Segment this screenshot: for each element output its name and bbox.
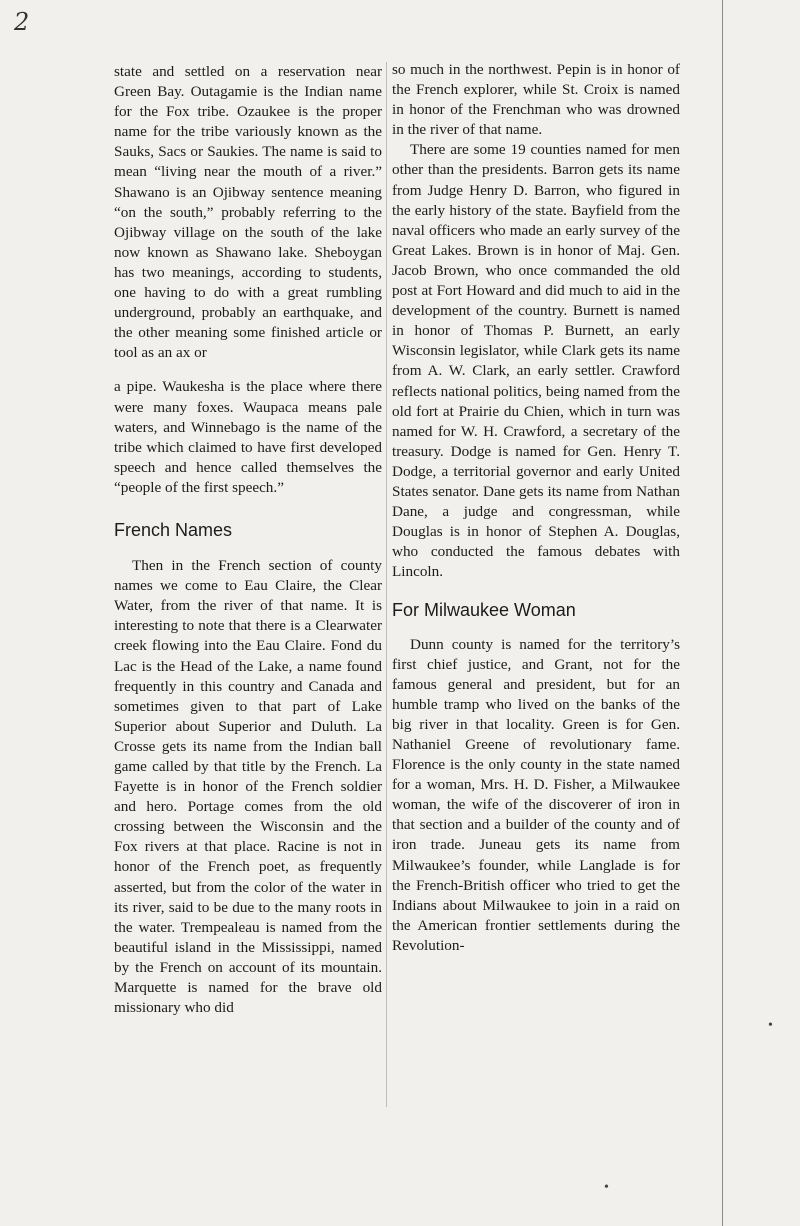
left-column [114,62,382,1032]
left-paragraph-2: a pipe. Waukesha is the place where there were many foxes. Waupaca means pale waters, and Winnebago is the name of the tribe which claimed to have first developed speech and hence called themselves the “people of the first speech.” [114,378,382,496]
right-paragraph-1: so much in the northwest. Pepin is in honor of the French explorer, while St. Croix is named in honor of the Frenchman who was drowned in the river of that name. [392,61,680,139]
section-heading-milwaukee-woman: For Milwaukee Woman [392,600,576,621]
right-paragraph-2: There are some 19 counties named for men other than the presidents. Barron gets its name from Judge Henry D. Barron, who figured in the early history of the state. Bayfield from the naval officers who made an early survey of the Great Lakes. Brown is in honor of Maj. Gen. Jacob Brown, who once commanded the old post at Fort Howard and did much to aid in the development of the country. Burnett is named in honor of Thomas P. Burnett, an early Wisconsin legislator, while Clark gets its name from A. W. Clark, an early settler. Crawford reflects national politics, being named from the old fort at Prairie du Chien, which in turn was named for W. H. Crawford, a secretary of the treasury. Dodge is named for Gen. Henry T. Dodge, a territorial governor and early United States senator. Dane gets its name from Nathan Dane, a judge and congressman, while Douglas is in honor of Stephen A. Douglas, who conducted the famous debates with Lincoln. [392,141,680,581]
column-divider [386,62,387,1107]
right-paragraph-3: Dunn county is named for the territory’s first chief justice, and Grant, not for the famous general and president, but for an humble tramp who lived on the banks of the big river in that locality. Green is for Gen. Nathaniel Greene of revolutionary fame. Florence is the only county in the state named for a woman, Mrs. H. D. Fisher, a Milwaukee woman, the wife of the discoverer of iron in that section and a builder of the county and of iron trade. Juneau gets its name from Milwaukee’s founder, while Langlade is for the French-British officer who tried to get the Indians about Milwaukee to join in a raid on the American frontier settlements during the Revolution- [392,635,680,954]
right-column [392,60,680,970]
left-paragraph-1: state and settled on a reservation near Green Bay. Outagamie is the Indian name for the Fox tribe. Ozaukee is the proper name for the tribe variously known as the Sauks, Sacs or Saukies. The name is said to mean “living near the mouth of a river.” Shawano is an Ojibway sentence meaning “on the south,” probably referring to the Ojibway village on the south of the lake now known as Shawano lake. Sheboygan has two meanings, according to students, one having to do with a great rumbling underground, probably an earthquake, and the other meaning some finished article or tool as an ax or [114,63,382,362]
left-paragraph-3: Then in the French section of county names we come to Eau Claire, the Clear Water, from the river of that name. It is interesting to note that there is a Clearwater creek flowing into the Eau Claire. Fond du Lac is the Head of the Lake, a name found frequently in this country and Canada and sometimes given to that part of Lake Superior about Superior and Duluth. La Crosse gets its name from the Indian ball game called by that title by the French. La Fayette is in honor of the French soldier and hero. Portage comes from the old crossing between the Wisconsin and the Fox rivers at that place. Racine is not in honor of the French poet, as frequently asserted, but from the color of the water in its river, said to be due to the many roots in the water. Trempealeau is named from the beautiful island in the Mississippi, named by the French on account of its mountain. Marquette is named for the brave old missionary who did [114,557,382,1017]
page-number: 2 [14,8,30,36]
section-heading-french-names: French Names [114,519,233,540]
margin-mark: • [604,1180,609,1195]
binding-margin-line [722,0,723,1226]
margin-mark: • [768,1018,773,1033]
